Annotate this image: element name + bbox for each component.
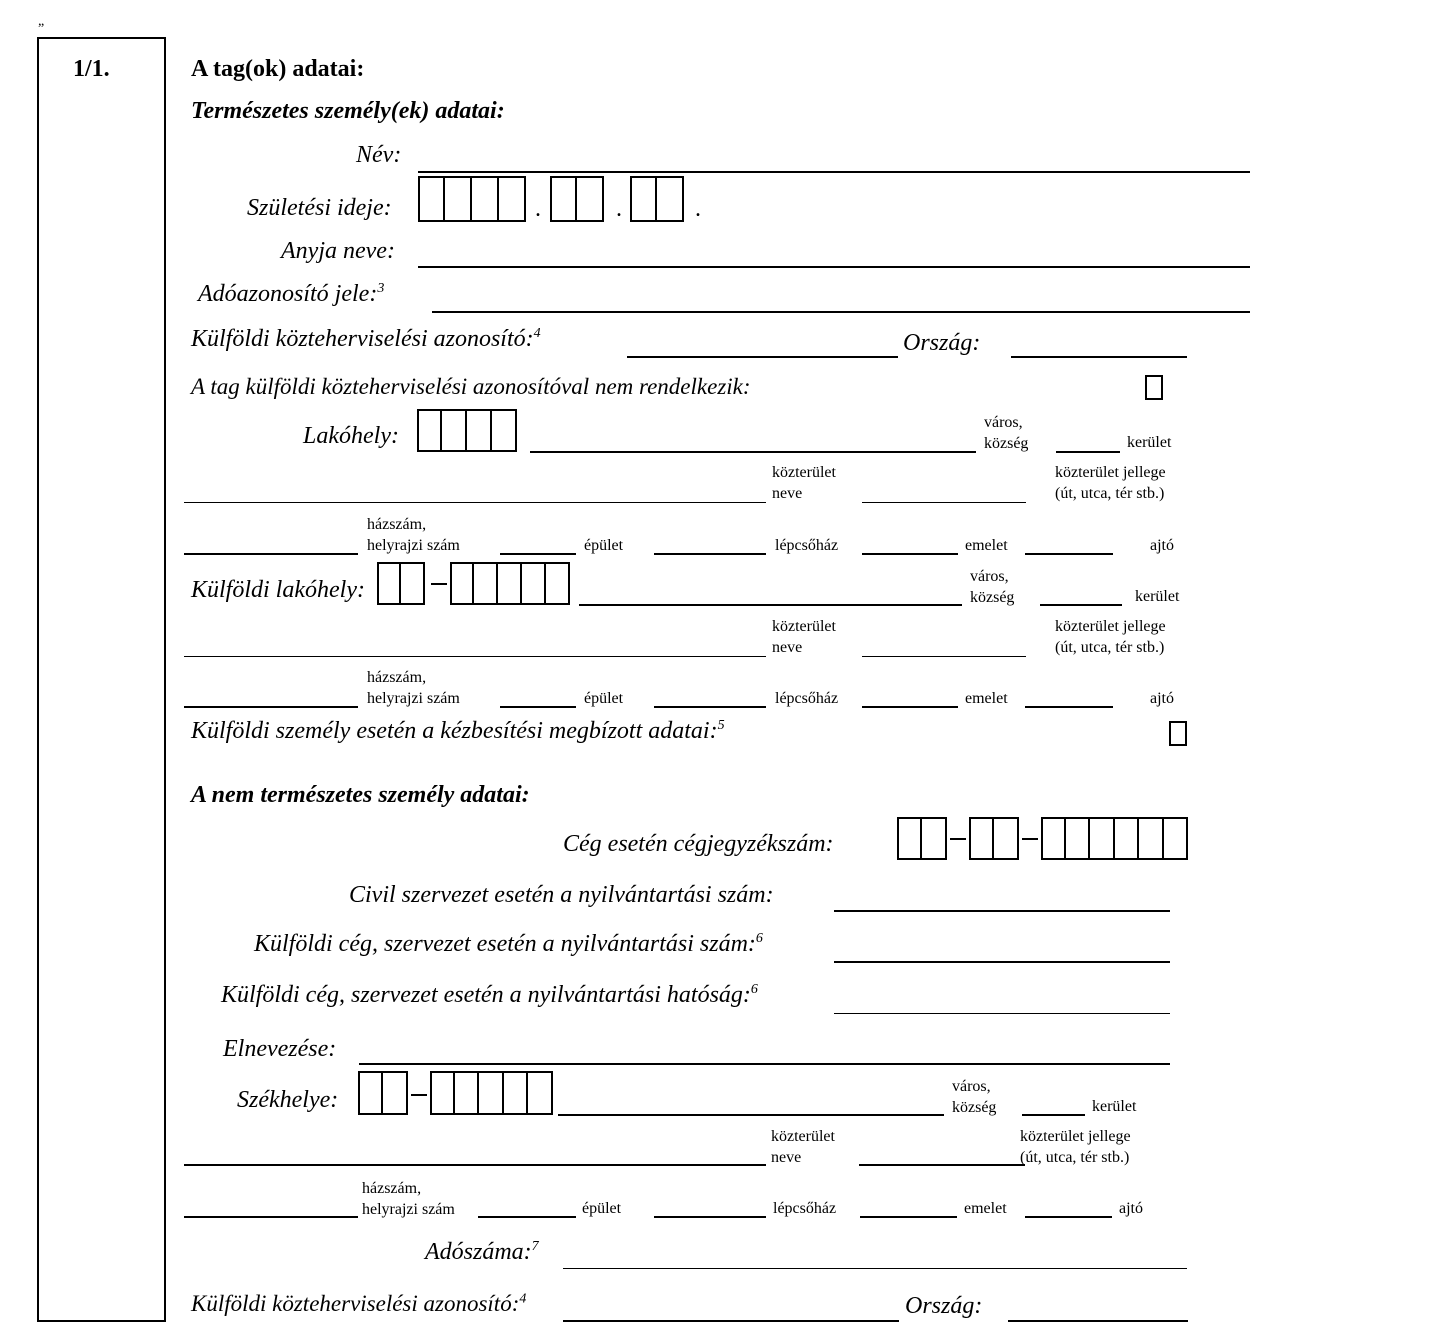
foreign-residence-staircase-caption: lépcsőház	[775, 690, 839, 707]
residence-door-field[interactable]	[1025, 553, 1113, 555]
legal-country-label: Ország:	[905, 1293, 983, 1319]
legal-name-label: Elnevezése:	[223, 1036, 337, 1062]
foreign-residence-floor-caption: emelet	[965, 690, 1008, 707]
section-title: A tag(ok) adatai:	[191, 56, 365, 82]
birth-day-boxes[interactable]	[630, 176, 684, 222]
residence-floor-caption: emelet	[965, 537, 1008, 554]
seat-street-type-field[interactable]	[859, 1164, 1025, 1166]
residence-street-type-caption: közterület jellege (út, utca, tér stb.)	[1055, 464, 1166, 502]
birth-date-dot-3: .	[695, 196, 701, 222]
residence-house-caption: házszám, helyrajzi szám	[367, 516, 460, 554]
mother-name-label: Anyja neve:	[281, 238, 395, 264]
foreign-residence-door-field[interactable]	[1025, 706, 1113, 708]
company-reg-form-boxes[interactable]	[969, 817, 1019, 860]
foreign-reg-authority-field[interactable]	[834, 1013, 1170, 1014]
tax-id-field[interactable]	[432, 311, 1250, 313]
foreign-residence-street-name-field[interactable]	[184, 656, 766, 657]
seat-district-field[interactable]	[1022, 1114, 1085, 1116]
seat-street-name-caption: közterület neve	[771, 1128, 835, 1166]
foreign-residence-dash	[431, 583, 447, 585]
foreign-residence-city-field[interactable]	[579, 604, 962, 606]
foreign-residence-door-caption: ajtó	[1150, 690, 1174, 707]
foreign-reg-authority-label: Külföldi cég, szervezet esetén a nyilvántartási hatóság:$^6$	[221, 982, 758, 1008]
section-number: 1/1.	[73, 56, 110, 82]
foreign-residence-floor-field[interactable]	[862, 706, 958, 708]
seat-house-caption: házszám, helyrajzi szám	[362, 1180, 455, 1218]
residence-label: Lakóhely:	[303, 423, 399, 449]
residence-building-field[interactable]	[500, 553, 576, 555]
residence-district-caption: kerület	[1127, 434, 1172, 451]
foreign-tax-id-label: Külföldi közteherviselési azonosító:$^4$	[191, 326, 541, 352]
residence-district-field[interactable]	[1056, 451, 1120, 453]
birth-date-dot-2: .	[616, 196, 622, 222]
name-label: Név:	[356, 142, 402, 168]
seat-door-field[interactable]	[1025, 1216, 1112, 1218]
seat-city-caption: város, község	[952, 1078, 997, 1116]
residence-house-field[interactable]	[184, 553, 358, 555]
seat-floor-caption: emelet	[964, 1200, 1007, 1217]
seat-label: Székhelye:	[237, 1087, 339, 1113]
birth-month-boxes[interactable]	[550, 176, 604, 222]
seat-floor-field[interactable]	[860, 1216, 957, 1218]
foreign-residence-staircase-field[interactable]	[654, 706, 766, 708]
tax-id-label: Adóazonosító jele:$^3$	[198, 281, 385, 307]
name-field[interactable]	[418, 171, 1250, 173]
delivery-agent-label: Külföldi személy esetén a kézbesítési megbízott adatai:$^5$	[191, 718, 725, 744]
residence-street-name-caption: közterület neve	[772, 464, 836, 502]
company-reg-dash-1	[950, 838, 966, 840]
foreign-residence-label: Külföldi lakóhely:	[191, 577, 365, 603]
residence-floor-field[interactable]	[862, 553, 958, 555]
mother-name-field[interactable]	[418, 266, 1250, 268]
delivery-agent-checkbox[interactable]	[1169, 721, 1187, 746]
seat-building-caption: épület	[582, 1200, 622, 1217]
foreign-residence-district-caption: kerület	[1135, 588, 1180, 605]
residence-door-caption: ajtó	[1150, 537, 1174, 554]
legal-country-field[interactable]	[1008, 1320, 1188, 1322]
foreign-residence-country-boxes[interactable]	[377, 562, 425, 605]
foreign-residence-street-type-field[interactable]	[862, 656, 1026, 657]
foreign-residence-city-caption: város, község	[970, 568, 1015, 606]
company-reg-number-boxes[interactable]	[1041, 817, 1188, 860]
seat-dash	[411, 1094, 427, 1096]
foreign-residence-street-type-caption: közterület jellege (út, utca, tér stb.)	[1055, 618, 1166, 656]
foreign-residence-building-caption: épület	[584, 690, 624, 707]
birth-year-boxes[interactable]	[418, 176, 526, 222]
foreign-residence-house-field[interactable]	[184, 706, 358, 708]
foreign-residence-house-caption: házszám, helyrajzi szám	[367, 669, 460, 707]
section-number-column	[37, 37, 166, 1322]
seat-street-type-caption: közterület jellege (út, utca, tér stb.)	[1020, 1128, 1131, 1166]
foreign-reg-number-label: Külföldi cég, szervezet esetén a nyilvántartási szám:$^6$	[254, 931, 763, 957]
company-reg-dash-2	[1022, 838, 1038, 840]
seat-district-caption: kerület	[1092, 1098, 1137, 1115]
seat-door-caption: ajtó	[1119, 1200, 1143, 1217]
seat-postcode-boxes[interactable]	[430, 1071, 553, 1115]
foreign-residence-postcode-boxes[interactable]	[450, 562, 570, 605]
legal-name-field[interactable]	[359, 1063, 1170, 1065]
civil-reg-label: Civil szervezet esetén a nyilvántartási szám:	[349, 882, 774, 908]
no-foreign-id-checkbox[interactable]	[1145, 375, 1163, 400]
legal-foreign-tax-id-label: Külföldi közteherviselési azonosító:$^4$	[191, 1291, 527, 1316]
tax-number-label: Adószáma:$^7$	[425, 1239, 539, 1265]
foreign-residence-district-field[interactable]	[1040, 604, 1122, 606]
residence-staircase-caption: lépcsőház	[775, 537, 839, 554]
tax-number-field[interactable]	[563, 1268, 1187, 1269]
seat-country-boxes[interactable]	[358, 1071, 408, 1115]
country-field[interactable]	[1011, 356, 1187, 358]
birth-date-label: Születési ideje:	[247, 195, 392, 221]
legal-foreign-tax-id-field[interactable]	[563, 1320, 899, 1322]
foreign-residence-building-field[interactable]	[500, 706, 576, 708]
residence-city-caption: város, község	[984, 414, 1029, 452]
country-label: Ország:	[903, 330, 981, 356]
company-reg-label: Cég esetén cégjegyzékszám:	[563, 831, 834, 857]
foreign-residence-street-name-caption: közterület neve	[772, 618, 836, 656]
no-foreign-id-label: A tag külföldi közteherviselési azonosítóval nem rendelkezik:	[191, 374, 751, 399]
residence-building-caption: épület	[584, 537, 624, 554]
company-reg-court-boxes[interactable]	[897, 817, 947, 860]
foreign-reg-number-field[interactable]	[834, 961, 1170, 963]
natural-person-heading: Természetes személy(ek) adatai:	[191, 98, 505, 124]
birth-date-dot-1: .	[535, 196, 541, 222]
seat-street-name-field[interactable]	[184, 1164, 766, 1166]
seat-house-field[interactable]	[184, 1216, 358, 1218]
legal-person-heading: A nem természetes személy adatai:	[191, 782, 530, 808]
residence-street-name-field[interactable]	[184, 502, 766, 503]
seat-building-field[interactable]	[478, 1216, 576, 1218]
opening-quote: „	[38, 14, 45, 29]
seat-city-field[interactable]	[558, 1114, 944, 1116]
foreign-tax-id-field[interactable]	[627, 356, 898, 358]
seat-staircase-field[interactable]	[654, 1216, 766, 1218]
residence-street-type-field[interactable]	[862, 502, 1026, 503]
residence-postcode-boxes[interactable]	[417, 409, 517, 452]
seat-staircase-caption: lépcsőház	[773, 1200, 837, 1217]
residence-staircase-field[interactable]	[654, 553, 766, 555]
civil-reg-field[interactable]	[834, 910, 1170, 912]
residence-city-field[interactable]	[530, 451, 976, 453]
